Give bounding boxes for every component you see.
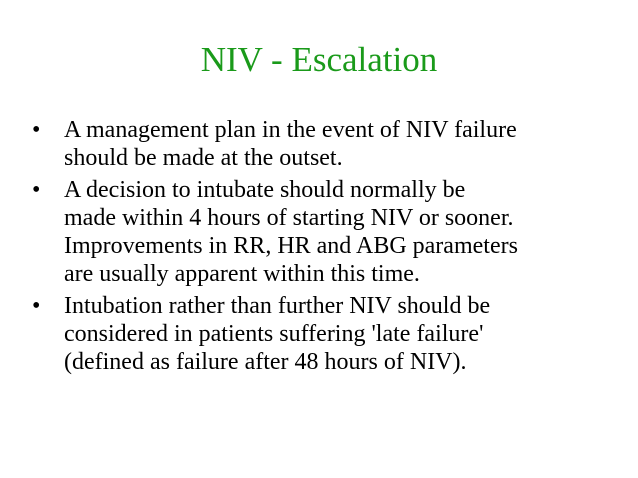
bullet-list — [30, 116, 620, 380]
bullet-item-3 — [30, 292, 620, 376]
slide-title: NIV - Escalation — [200, 40, 438, 79]
bullet-line: made within 4 hours of starting NIV or sooner. — [64, 205, 514, 231]
bullet-line: Improvements in RR, HR and ABG parameters — [64, 233, 518, 259]
bullet-line: considered in patients suffering 'late failure' — [64, 321, 484, 347]
bullet-line: Intubation rather than further NIV should be — [64, 293, 491, 319]
bullet-line: should be made at the outset. — [64, 145, 343, 171]
bullet-point-icon: • — [32, 117, 41, 143]
bullet-point-icon: • — [32, 293, 41, 319]
bullet-item-2 — [30, 176, 620, 288]
bullet-line: are usually apparent within this time. — [64, 261, 420, 287]
bullet-item-1 — [30, 116, 620, 172]
bullet-line: A management plan in the event of NIV failure — [64, 117, 517, 143]
bullet-line: A decision to intubate should normally be — [64, 177, 466, 203]
bullet-line: (defined as failure after 48 hours of NIV). — [64, 349, 467, 375]
bullet-point-icon: • — [32, 177, 41, 203]
